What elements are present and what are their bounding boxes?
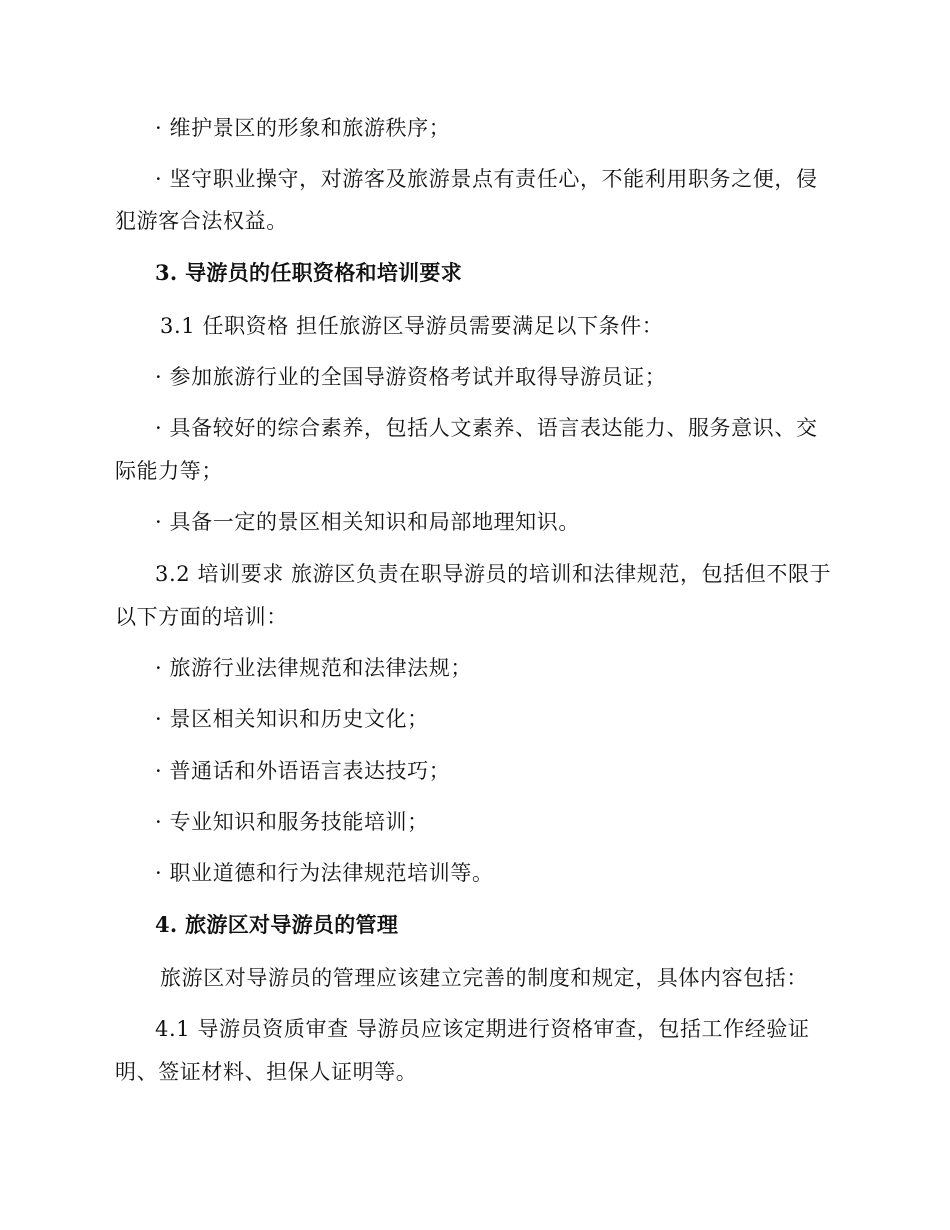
text-line-continuation: 际能力等； bbox=[115, 459, 223, 483]
paragraph-line-management: 旅游区对导游员的管理应该建立完善的制度和规定，具体内容包括： bbox=[160, 966, 808, 990]
bullet-line-scenic-knowledge: · 具备一定的景区相关知识和局部地理知识。 bbox=[155, 510, 580, 534]
section-heading-3: 3. 导游员的任职资格和培训要求 bbox=[155, 260, 463, 285]
subsection-3-2-line: 3.2 培训要求 旅游区负责在职导游员的培训和法律规范，包括但不限于 bbox=[155, 562, 832, 586]
bullet-line-comprehensive-quality: · 具备较好的综合素养，包括人文素养、语言表达能力、服务意识、交 bbox=[155, 416, 818, 440]
section-heading-4: 4. 旅游区对导游员的管理 bbox=[155, 912, 399, 937]
bullet-line-laws: · 旅游行业法律规范和法律法规； bbox=[155, 656, 472, 680]
bullet-line-ethics-training: · 职业道德和行为法律规范培训等。 bbox=[155, 861, 494, 885]
bullet-line-language-skills: · 普通话和外语语言表达技巧； bbox=[155, 759, 451, 783]
text-line-continuation: 明、签证材料、担保人证明等。 bbox=[115, 1060, 418, 1084]
bullet-line-service-skills: · 专业知识和服务技能培训； bbox=[155, 810, 429, 834]
subsection-4-1-line: 4.1 导游员资质审查 导游员应该定期进行资格审查，包括工作经验证 bbox=[155, 1017, 810, 1041]
bullet-line-maintain-image: · 维护景区的形象和旅游秩序； bbox=[155, 116, 451, 140]
subsection-3-1-line: 3.1 任职资格 担任旅游区导游员需要满足以下条件： bbox=[160, 314, 664, 338]
text-line-continuation: 犯游客合法权益。 bbox=[115, 209, 288, 233]
bullet-line-guide-certificate: · 参加旅游行业的全国导游资格考试并取得导游员证； bbox=[155, 365, 667, 389]
bullet-line-professional-ethics: · 坚守职业操守，对游客及旅游景点有责任心，不能利用职务之便，侵 bbox=[155, 167, 818, 191]
bullet-line-history-culture: · 景区相关知识和历史文化； bbox=[155, 707, 429, 731]
text-line-continuation: 以下方面的培训： bbox=[115, 605, 288, 629]
